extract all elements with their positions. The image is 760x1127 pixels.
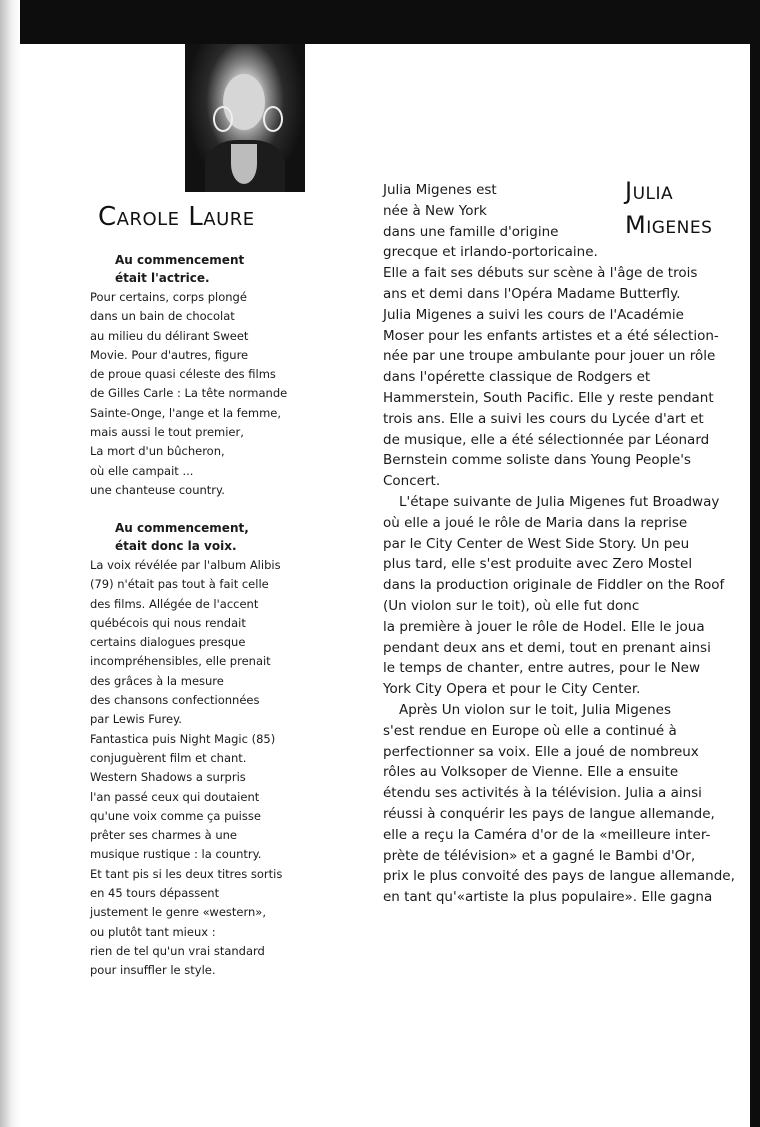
text-line: ans et demi dans l'Opéra Madame Butterfly.: [383, 285, 681, 302]
text-line: York City Opera et pour le City Center.: [383, 681, 641, 698]
text-line: plus tard, elle s'est produite avec Zero Mostel: [383, 556, 693, 573]
text-line: perfectionner sa voix. Elle a joué de nombreux: [383, 743, 699, 760]
text-line: québécois qui nous rendait: [90, 615, 246, 630]
text-line: dans l'opérette classique de Rodgers et: [383, 369, 651, 386]
text-line: (79) n'était pas tout à fait celle: [90, 577, 269, 592]
text-line: L'étape suivante de Julia Migenes fut Broadway: [399, 493, 720, 510]
heading-last-name: Migenes: [625, 211, 713, 239]
text-line: où elle a joué le rôle de Maria dans la reprise: [383, 514, 688, 531]
scan-left-shadow: [0, 0, 20, 1127]
text-line: Julia Migenes a suivi les cours de l'Académie: [383, 306, 684, 323]
text-line: de musique, elle a été sélectionnée par Léonard: [383, 431, 710, 448]
text-line: Western Shadows a surpris: [90, 770, 246, 785]
scan-right-border: [750, 0, 760, 1127]
lead-line: Au commencement: [115, 253, 245, 267]
text-line: ou plutôt tant mieux :: [90, 924, 216, 939]
text-line: née à New York: [383, 202, 487, 219]
text-line: de Gilles Carle : La tête normande: [90, 386, 288, 401]
text-line: grecque et irlando-portoricaine.: [383, 244, 598, 261]
text-line: Sainte-Onge, l'ange et la femme,: [90, 405, 282, 420]
text-line: conjuguèrent film et chant.: [90, 750, 247, 765]
text-line: Pour certains, corps plongé: [90, 290, 247, 304]
text-line: justement le genre «western»,: [90, 905, 266, 920]
carole-laure-portrait: [185, 44, 305, 192]
text-line: réussi à conquérir les pays de langue allemande,: [383, 805, 715, 822]
text-line: trois ans. Elle a suivi les cours du Lycée d'art et: [383, 410, 704, 427]
lead-actress: [115, 251, 244, 287]
text-line: (Un violon sur le toit), où elle fut donc: [383, 597, 640, 614]
text-line: prêter ses charmes à une: [90, 828, 237, 843]
text-line: La mort d'un bûcheron,: [90, 444, 225, 459]
text-line: en 45 tours dépassent: [90, 886, 220, 901]
text-line: s'est rendue en Europe où elle a continué à: [383, 722, 677, 739]
text-line: dans une famille d'origine: [383, 223, 559, 240]
lead-line: était donc la voix.: [115, 539, 237, 553]
text-line: étendu ses activités à la télévision. Julia a ainsi: [383, 785, 702, 802]
text-line: musique rustique : la country.: [90, 847, 262, 862]
text-line: qu'une voix comme ça puisse: [90, 808, 261, 823]
text-line: Elle a fait ses débuts sur scène à l'âge de trois: [383, 265, 698, 282]
text-line: en tant qu'«artiste la plus populaire». Elle gagna: [383, 889, 713, 906]
heading-first-name: Julia: [625, 177, 674, 205]
text-line: certains dialogues presque: [90, 635, 246, 650]
text-line: une chanteuse country.: [90, 482, 225, 497]
text-line: l'an passé ceux qui doutaient: [90, 789, 260, 804]
lead-voice: [115, 519, 249, 555]
carole-laure-heading: Carole Laure: [98, 202, 255, 232]
text-line: Après Un violon sur le toit, Julia Migenes: [399, 701, 672, 718]
text-line: Movie. Pour d'autres, figure: [90, 347, 249, 362]
lead-line: Au commencement,: [115, 521, 249, 535]
text-line: pendant deux ans et demi, tout en prenant ainsi: [383, 639, 711, 656]
text-line: le temps de chanter, entre autres, pour le New: [383, 660, 701, 677]
julia-migenes-biography: [383, 180, 735, 908]
text-line: au milieu du délirant Sweet: [90, 328, 249, 343]
text-line: pour insuffler le style.: [90, 963, 216, 978]
text-line: dans un bain de chocolat: [90, 309, 235, 324]
text-line: où elle campait ...: [90, 463, 194, 478]
text-line: la première à jouer le rôle de Hodel. Elle le joua: [383, 618, 705, 635]
text-line: rien de tel qu'un vrai standard: [90, 943, 265, 958]
text-line: des chansons confectionnées: [90, 693, 260, 708]
text-line: née par une troupe ambulante pour jouer un rôle: [383, 348, 716, 365]
text-line: elle a reçu la Caméra d'or de la «meilleure inter-: [383, 826, 711, 843]
text-line: prix le plus convoité des pays de langue allemande,: [383, 868, 735, 885]
paragraph-actress: [90, 288, 287, 500]
text-line: Bernstein comme soliste dans Young People's: [383, 452, 691, 469]
text-line: dans la production originale de Fiddler on the Roof: [383, 577, 725, 594]
text-line: de proue quasi céleste des films: [90, 367, 276, 382]
text-line: par Lewis Furey.: [90, 712, 182, 727]
text-line: par le City Center de West Side Story. Un peu: [383, 535, 690, 552]
text-line: incompréhensibles, elle prenait: [90, 654, 271, 669]
text-line: Concert.: [383, 473, 441, 490]
text-line: Fantastica puis Night Magic (85): [90, 731, 276, 746]
text-line: Et tant pis si les deux titres sortis: [90, 866, 283, 881]
scan-top-border: [0, 0, 760, 44]
lead-line: était l'actrice.: [115, 271, 210, 285]
text-line: des grâces à la mesure: [90, 673, 224, 688]
paragraph-voice: [90, 556, 282, 981]
text-line: Hammerstein, South Pacific. Elle y reste pendant: [383, 389, 714, 406]
text-line: des films. Allégée de l'accent: [90, 596, 259, 611]
text-line: Moser pour les enfants artistes et a été sélection-: [383, 327, 719, 344]
text-line: Julia Migenes est: [383, 182, 497, 198]
text-line: rôles au Volksoper de Vienne. Elle a ensuite: [383, 764, 679, 781]
text-line: La voix révélée par l'album Alibis: [90, 558, 281, 572]
text-line: prète de télévision» et a gagné le Bambi d'Or,: [383, 847, 696, 864]
text-line: mais aussi le tout premier,: [90, 425, 244, 440]
